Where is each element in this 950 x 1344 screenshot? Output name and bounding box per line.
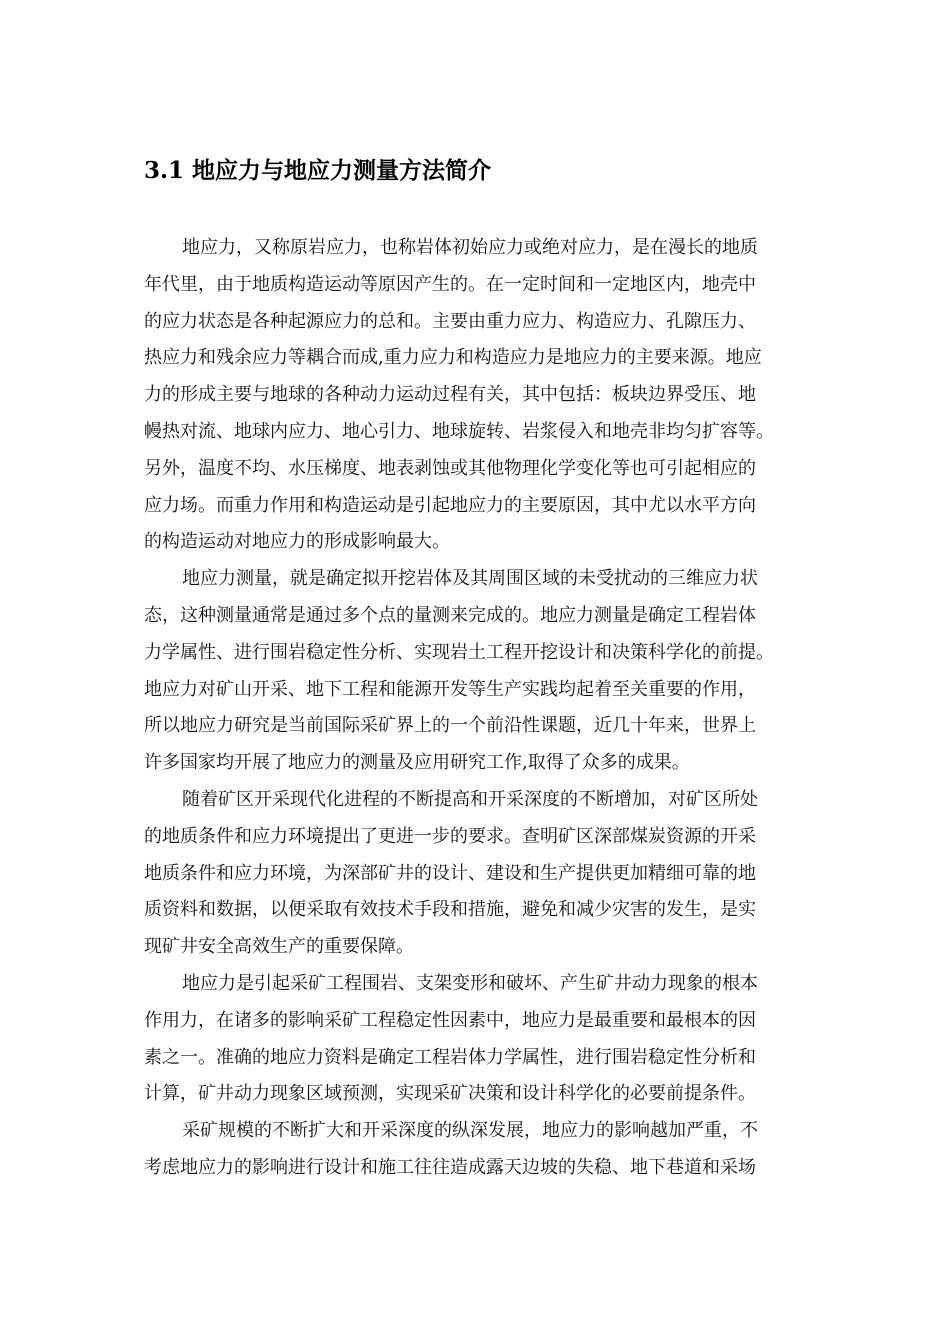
paragraph bbox=[144, 230, 808, 561]
text-line: 的构造运动对地应力的形成影响最大。 bbox=[144, 531, 450, 553]
text-line: 作用力，在诸多的影响采矿工程稳定性因素中，地应力是最重要和最根本的因 bbox=[144, 1009, 756, 1031]
text-line: 态，这种测量通常是通过多个点的量测来完成的。地应力测量是确定工程岩体 bbox=[144, 604, 756, 626]
text-line: 质资料和数据，以便采取有效技术手段和措施，避免和减少灾害的发生，是实 bbox=[144, 899, 756, 921]
text-line: 的应力状态是各种起源应力的总和。主要由重力应力、构造应力、孔隙压力、 bbox=[144, 310, 756, 332]
text-line: 地应力测量，就是确定拟开挖岩体及其周围区域的未受扰动的三维应力状 bbox=[182, 568, 758, 590]
paragraph bbox=[144, 782, 808, 966]
text-line: 现矿井安全高效生产的重要保障。 bbox=[144, 936, 414, 958]
text-line: 随着矿区开采现代化进程的不断提高和开采深度的不断增加，对矿区所处 bbox=[182, 788, 758, 810]
text-line: 幔热对流、地球内应力、地心引力、地球旋转、岩浆侵入和地壳非均匀扩容等。 bbox=[144, 420, 774, 442]
text-line: 应力场。而重力作用和构造运动是引起地应力的主要原因，其中尤以水平方向 bbox=[144, 494, 756, 516]
body-text bbox=[144, 230, 808, 1187]
paragraph bbox=[144, 561, 808, 782]
text-line: 采矿规模的不断扩大和开采深度的纵深发展，地应力的影响越加严重，不 bbox=[182, 1120, 758, 1142]
text-line: 另外，温度不均、水压梯度、地表剥蚀或其他物理化学变化等也可引起相应的 bbox=[144, 457, 756, 479]
text-line: 年代里，由于地质构造运动等原因产生的。在一定时间和一定地区内，地壳中 bbox=[144, 273, 756, 295]
text-line: 素之一。准确的地应力资料是确定工程岩体力学属性，进行围岩稳定性分析和 bbox=[144, 1046, 756, 1068]
text-line: 地应力，又称原岩应力，也称岩体初始应力或绝对应力，是在漫长的地质 bbox=[182, 237, 758, 258]
paragraph bbox=[144, 966, 808, 1113]
text-line: 地应力是引起采矿工程围岩、支架变形和破坏、产生矿井动力现象的根本 bbox=[182, 972, 758, 994]
text-line: 力学属性、进行围岩稳定性分析、实现岩土工程开挖设计和决策科学化的前提。 bbox=[144, 641, 774, 663]
text-line: 考虑地应力的影响进行设计和施工往往造成露天边坡的失稳、地下巷道和采场 bbox=[144, 1156, 756, 1178]
text-line: 地质条件和应力环境，为深部矿井的设计、建设和生产提供更加精细可靠的地 bbox=[144, 862, 756, 884]
text-line: 计算，矿井动力现象区域预测，实现采矿决策和设计科学化的必要前提条件。 bbox=[144, 1083, 756, 1105]
paragraph bbox=[144, 1113, 808, 1187]
text-line: 地应力对矿山开采、地下工程和能源开发等生产实践均起着至关重要的作用， bbox=[144, 678, 756, 700]
text-line: 许多国家均开展了地应力的测量及应用研究工作,取得了众多的成果。 bbox=[144, 752, 690, 774]
section-heading: 3.1 地应力与地应力测量方法简介 bbox=[144, 157, 492, 184]
text-line: 热应力和残余应力等耦合而成,重力应力和构造应力是地应力的主要来源。地应 bbox=[144, 347, 762, 369]
text-line: 所以地应力研究是当前国际采矿界上的一个前沿性课题，近几十年来，世界上 bbox=[144, 715, 756, 737]
text-line: 力的形成主要与地球的各种动力运动过程有关，其中包括：板块边界受压、地 bbox=[144, 384, 756, 406]
text-line: 的地质条件和应力环境提出了更进一步的要求。查明矿区深部煤炭资源的开采 bbox=[144, 825, 756, 847]
